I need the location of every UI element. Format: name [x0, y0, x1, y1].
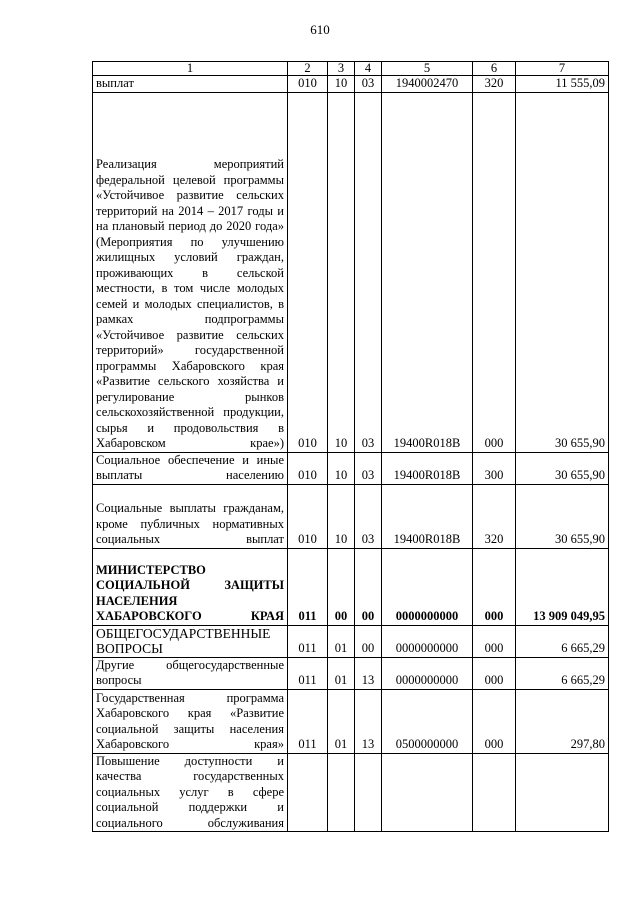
table-row [93, 753, 609, 832]
row-target-article: 1940002470 [382, 76, 473, 93]
header-cell-2: 2 [288, 62, 328, 76]
row-name: Повышение доступности и качества государственных социальных услуг в сфере социальной поддержки и социального обслуживания [93, 753, 288, 832]
row-target-article: 19400R018B [382, 452, 473, 484]
row-target-article: 0000000000 [382, 548, 473, 625]
table-row [93, 657, 609, 689]
row-name: ОБЩЕГОСУДАРСТВЕННЫЕ ВОПРОСЫ [93, 625, 288, 657]
header-cell-6: 6 [473, 62, 516, 76]
row-subsection: 13 [355, 689, 382, 753]
row-expense-type: 000 [473, 689, 516, 753]
row-expense-type: 000 [473, 548, 516, 625]
row-expense-type: 000 [473, 657, 516, 689]
budget-table [92, 61, 609, 832]
row-target-article: 19400R018B [382, 92, 473, 452]
row-ministry-code [288, 753, 328, 832]
row-name: Реализация мероприятий федеральной целевой программы «Устойчивое развитие сельских территорий на 2014 – 2017 годы и на плановый период до 2020 года» (Мероприятия по улучшению жилищных условий граждан, проживающих в сельской местности, в том числе молодых семей и молодых специалистов, в рамках подпрограммы «Устойчивое развитие сельских территорий» государственной программы Хабаровского края «Развитие сельского хозяйства и регулирование рынков сельскохозяйственной продукции, сырья и продовольствия в Хабаровском крае») [93, 92, 288, 452]
row-ministry-code: 010 [288, 484, 328, 548]
row-expense-type: 300 [473, 452, 516, 484]
header-cell-5: 5 [382, 62, 473, 76]
row-expense-type: 320 [473, 484, 516, 548]
page-number: 610 [310, 22, 330, 37]
row-amount: 297,80 [516, 689, 609, 753]
header-cell-4: 4 [355, 62, 382, 76]
row-ministry-code: 010 [288, 452, 328, 484]
row-section: 01 [328, 689, 355, 753]
row-target-article: 19400R018B [382, 484, 473, 548]
row-section: 01 [328, 657, 355, 689]
row-ministry-code: 010 [288, 92, 328, 452]
table-row [93, 76, 609, 93]
row-section [328, 753, 355, 832]
row-subsection: 13 [355, 657, 382, 689]
row-subsection: 03 [355, 92, 382, 452]
row-name: Социальное обеспечение и иные выплаты населению [93, 452, 288, 484]
row-ministry-code: 010 [288, 76, 328, 93]
row-amount: 30 655,90 [516, 452, 609, 484]
row-expense-type: 000 [473, 92, 516, 452]
row-expense-type: 000 [473, 625, 516, 657]
table-row [93, 689, 609, 753]
row-subsection: 00 [355, 548, 382, 625]
row-expense-type [473, 753, 516, 832]
row-subsection: 03 [355, 484, 382, 548]
row-amount: 6 665,29 [516, 657, 609, 689]
row-section: 10 [328, 92, 355, 452]
row-ministry-code: 011 [288, 657, 328, 689]
row-name: МИНИСТЕРСТВО СОЦИАЛЬНОЙ ЗАЩИТЫ НАСЕЛЕНИЯ ХАБАРОВСКОГО КРАЯ [93, 548, 288, 625]
header-cell-3: 3 [328, 62, 355, 76]
row-name: Государственная программа Хабаровского края «Развитие социальной защиты населения Хабаровского края» [93, 689, 288, 753]
row-amount: 11 555,09 [516, 76, 609, 93]
row-section: 10 [328, 484, 355, 548]
table-row [93, 484, 609, 548]
row-section: 00 [328, 548, 355, 625]
table-row [93, 92, 609, 452]
row-name: Социальные выплаты гражданам, кроме публичных нормативных социальных выплат [93, 484, 288, 548]
header-cell-1: 1 [93, 62, 288, 76]
row-name: Другие общегосударственные вопросы [93, 657, 288, 689]
header-row [93, 62, 609, 76]
row-amount [516, 753, 609, 832]
row-section: 10 [328, 452, 355, 484]
row-subsection: 03 [355, 452, 382, 484]
row-target-article: 0000000000 [382, 657, 473, 689]
row-target-article: 0500000000 [382, 689, 473, 753]
row-ministry-code: 011 [288, 625, 328, 657]
table-row [93, 452, 609, 484]
table-row [93, 548, 609, 625]
row-ministry-code: 011 [288, 689, 328, 753]
row-target-article [382, 753, 473, 832]
header-cell-7: 7 [516, 62, 609, 76]
table-row [93, 625, 609, 657]
row-section: 10 [328, 76, 355, 93]
row-expense-type: 320 [473, 76, 516, 93]
row-subsection: 00 [355, 625, 382, 657]
row-amount: 30 655,90 [516, 484, 609, 548]
row-name: выплат [93, 76, 288, 93]
row-subsection [355, 753, 382, 832]
row-amount: 6 665,29 [516, 625, 609, 657]
row-ministry-code: 011 [288, 548, 328, 625]
row-subsection: 03 [355, 76, 382, 93]
row-target-article: 0000000000 [382, 625, 473, 657]
row-amount: 13 909 049,95 [516, 548, 609, 625]
row-amount: 30 655,90 [516, 92, 609, 452]
row-section: 01 [328, 625, 355, 657]
